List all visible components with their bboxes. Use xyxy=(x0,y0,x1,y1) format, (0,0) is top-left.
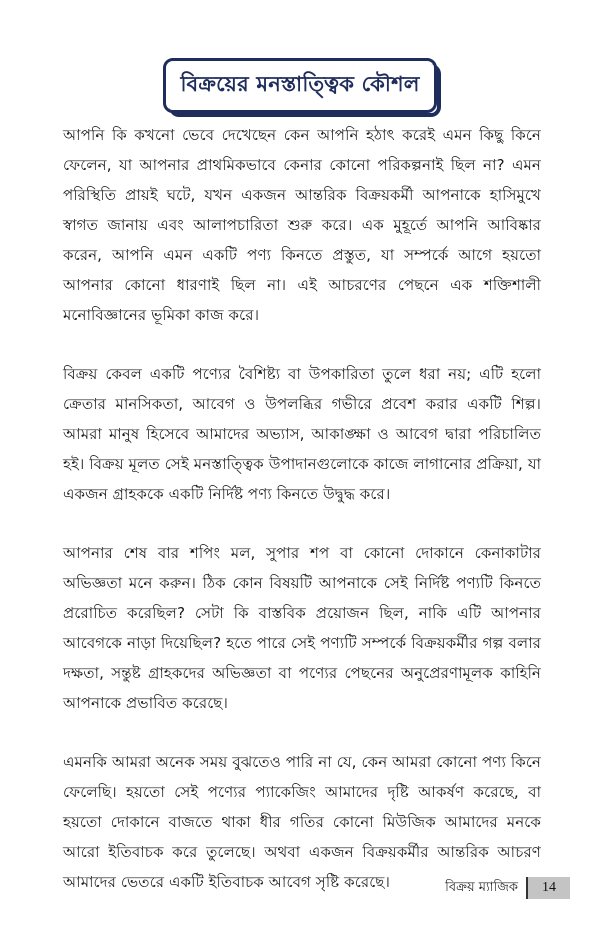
paragraph-4: এমনকি আমরা অনেক সময় বুঝতেও পারি না যে, কেন আমরা কোনো পণ্য কিনে ফেলেছি। হয়তো সেই পণ্যের প্যাকেজিং আমাদের দৃষ্টি আকর্ষণ করেছে, বা হয়তো দোকানে বাজতে থাকা ধীর গতির কোনো মিউজিক আমাদের মনকে আরো ইতিবাচক করে তুলেছে। অথবা একজন বিক্রয়কর্মীর আন্তরিক আচরণ আমাদের ভেতরে একটি ইতিবাচক আবেগ সৃষ্টি করেছে। xyxy=(63,753,541,891)
chapter-title: বিক্রয়ের মনস্তাত্ত্বিক কৌশল xyxy=(180,72,420,96)
page-footer xyxy=(445,877,570,899)
body-text xyxy=(63,120,541,926)
chapter-title-container xyxy=(0,58,600,113)
paragraph-1: আপনি কি কখনো ভেবে দেখেছেন কেন আপনি হঠাৎ করেই এমন কিছু কিনে ফেলেন, যা আপনার প্রাথমিকভাবে কেনার কোনো পরিকল্পনাই ছিল না? এমন পরিস্থিতি প্রায়ই ঘটে, যখন একজন আন্তরিক বিক্রয়কর্মী আপনাকে হাসিমুখে স্বাগত জানায় এবং আলাপচারিতা শুরু করে। এক মুহূর্তে আপনি আবিষ্কার করেন, আপনি এমন একটি পণ্য কিনতে প্রস্তুত, যা সম্পর্কে আগে হয়তো আপনার কোনো ধারণাই ছিল না। এই আচরণের পেছনে এক শক্তিশালী মনোবিজ্ঞানের ভূমিকা কাজ করে। xyxy=(63,126,541,324)
chapter-title-box xyxy=(163,58,436,113)
paragraph-3: আপনার শেষ বার শপিং মল, সুপার শপ বা কোনো দোকানে কেনাকাটার অভিজ্ঞতা মনে করুন। ঠিক কোন বিষয়টি আপনাকে সেই নির্দিষ্ট পণ্যটি কিনতে প্ররোচিত করেছিল? সেটা কি বাস্তবিক প্রয়োজন ছিল, নাকি এটি আপনার আবেগকে নাড়া দিয়েছিল? হতে পারে সেই পণ্যটি সম্পর্কে বিক্রয়কর্মীর গল্প বলার দক্ষতা, সন্তুষ্ট গ্রাহকদের অভিজ্ঞতা বা পণ্যের পেছনের অনুপ্রেরণামূলক কাহিনি আপনাকে প্রভাবিত করেছে। xyxy=(63,544,541,712)
page-number: 14 xyxy=(528,877,570,899)
footer-book-title: বিক্রয় ম্যাজিক xyxy=(445,877,528,899)
paragraph-2: বিক্রয় কেবল একটি পণ্যের বৈশিষ্ট্য বা উপকারিতা তুলে ধরা নয়; এটি হলো ক্রেতার মানসিকতা, আবেগ ও উপলব্ধির গভীরে প্রবেশ করার একটি শিল্প। আমরা মানুষ হিসেবে আমাদের অভ্যাস, আকাঙ্ক্ষা ও আবেগ দ্বারা পরিচালিত হই। বিক্রয় মূলত সেই মনস্তাত্ত্বিক উপাদানগুলোকে কাজে লাগানোর প্রক্রিয়া, যা একজন গ্রাহককে একটি নির্দিষ্ট পণ্য কিনতে উদ্বুদ্ধ করে। xyxy=(63,365,541,503)
